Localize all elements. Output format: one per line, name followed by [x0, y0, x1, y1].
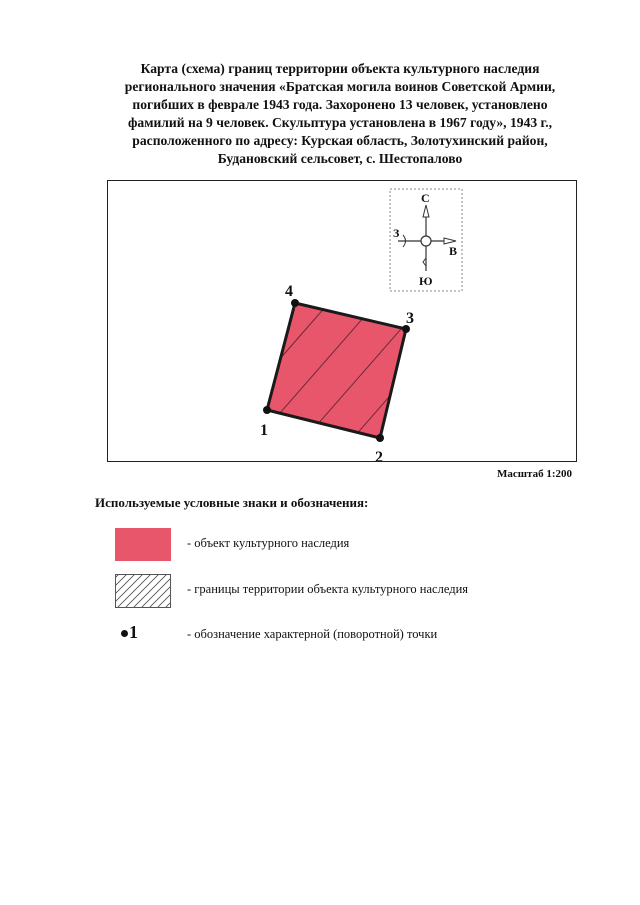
compass-south-label: Ю	[419, 274, 433, 288]
title-line: погибших в феврале 1943 года. Захоронено 13 человек, установлено	[132, 97, 548, 112]
legend-object-swatch	[115, 528, 171, 561]
turning-point-1	[263, 406, 271, 414]
title-line: Карта (схема) границ территории объекта культурного наследия	[140, 61, 540, 76]
title-line: фамилий на 9 человек. Скульптура установлена в 1967 году», 1943 г.,	[128, 115, 552, 130]
compass-north-label: С	[421, 191, 430, 205]
map-title	[80, 60, 600, 168]
turning-point-4	[291, 299, 299, 307]
legend-point-text: - обозначение характерной (поворотной) точки	[187, 627, 438, 641]
point-label-2: 2	[375, 449, 383, 461]
legend-title: Используемые условные знаки и обозначения:	[95, 495, 369, 510]
compass-center-icon	[421, 236, 431, 246]
legend-boundary-text: - границы территории объекта культурного наследия	[187, 582, 469, 596]
title-line: Будановский сельсовет, с. Шестопалово	[217, 151, 463, 166]
title-line: регионального значения «Братская могила воинов Советской Армии,	[124, 79, 556, 94]
map-frame	[107, 180, 577, 462]
legend-object-text: - объект культурного наследия	[187, 536, 350, 550]
map-scale: Масштаб 1:200	[497, 468, 573, 480]
point-dot-icon	[121, 630, 128, 637]
north-arrow-icon	[423, 205, 429, 217]
compass-west-label: З	[393, 226, 400, 240]
legend-point-symbol	[121, 622, 138, 643]
point-label-4: 4	[285, 283, 293, 300]
turning-point-2	[376, 434, 384, 442]
point-label-1: 1	[260, 422, 268, 439]
legend-hatch-swatch	[115, 574, 171, 608]
map-canvas	[108, 181, 576, 461]
title-line: расположенного по адресу: Курская область, Золотухинский район,	[132, 133, 548, 148]
point-label-3: 3	[406, 310, 414, 327]
compass-east-label: В	[449, 244, 458, 258]
legend-point-number: 1	[129, 622, 138, 642]
compass-rose	[390, 189, 462, 291]
